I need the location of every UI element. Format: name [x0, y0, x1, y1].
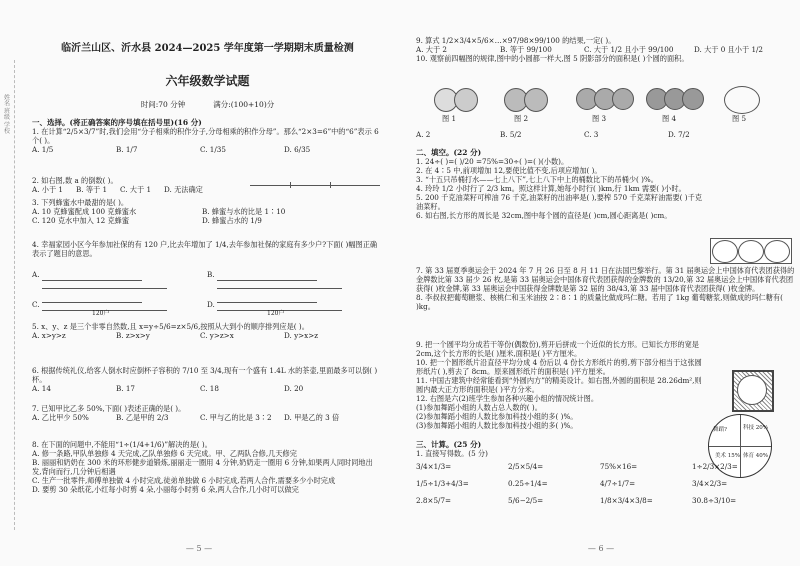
option-a: A. 小于 1: [32, 185, 63, 194]
fill-5: 5. 200 千克油菜籽可榨油 76 千克,油菜籽的出油率是( ),要榨 570 千克菜籽油需要( )千克油菜籽。: [416, 193, 702, 212]
question-4-diagrams: [32, 270, 382, 318]
question-7: 7. 已知甲比乙多 50%,下面( )表述正确的是( )。: [32, 404, 186, 413]
option-d: D. 7/2: [668, 130, 690, 139]
fill-1: 1. 24÷( )=( )/20 =75%=30÷( )=( )(小数)。: [416, 157, 569, 167]
pie-label-sport: 体育 40%: [743, 453, 768, 459]
figure-4-label: 图 4: [662, 114, 677, 123]
option-d: D. 无法确定: [164, 185, 203, 194]
section-calc: [416, 440, 796, 505]
option-d: D. 6/35: [284, 145, 311, 155]
option-a: A. 大于 2: [416, 45, 447, 54]
option-b: B. 5/2: [500, 130, 522, 139]
diagram-b-label: B.: [207, 270, 215, 279]
option-c: C. 18: [200, 384, 219, 393]
rectangle-circles-figure: [710, 238, 792, 264]
question-10: 10. 观察前四幅图的规律,图中的小圆都一样大,图 5 阴影部分的面积是( )个圆的面积。: [416, 54, 689, 63]
option-b: B. 蜂蜜与水的比是 1∶10: [202, 207, 286, 216]
exam-subject: 六年级数学试题: [165, 74, 250, 88]
calc-item: 4/7÷1/7=: [600, 479, 636, 489]
fill-7-8: [416, 266, 796, 311]
option-c: C. 1/35: [200, 145, 226, 155]
pattern-figures: [432, 86, 782, 126]
fill-9: 9. 把一个圆平均分成若干等份(偶数份),剪开后拼成一个近似的长方形。已知长方形的宽是 2cm,这个长方形的长是( )厘米,面积是( )平方厘米。: [416, 340, 699, 358]
option-c: C. 120 克水中加入 12 克蜂蜜: [32, 216, 130, 225]
question-2: 2. 如右图,数 a 的倒数( )。: [32, 176, 118, 185]
option-d: D. 20: [284, 384, 304, 393]
fill-2: 2. 在 4∶5 中,前项增加 12,要使比值不变,后项应增加( )。: [416, 166, 602, 176]
calc-item: 2/5×5/4=: [508, 462, 544, 472]
option-c: C. y>z>x: [200, 331, 234, 340]
option-c: C. 甲与乙的比是 3∶2: [200, 413, 272, 422]
figure-5-label: 图 5: [732, 114, 747, 123]
calc-item: 75%×16=: [600, 462, 638, 472]
fill-4: 4. 玲玲 1/2 小时行了 2/3 km。照这样计算,她每小时行( )km,行 1km 需要( )小时。: [416, 184, 686, 194]
question-1: 1. 在计算“2/5×3/7”时,我们会用“分子相乘的积作分子,分母相乘的积作分母”。那么“2×3=6”中的“6”表示 6 个( )。: [32, 127, 379, 146]
number-line-figure: [250, 180, 380, 190]
figure-3-label: 图 3: [592, 114, 607, 123]
option-c: C. 3: [584, 130, 599, 139]
fill-3: 3. “十五只吊桶打水——七上八下”,七上八下中上的桶数比下的吊桶少( )%。: [416, 175, 658, 185]
option-a: A. 乙比甲少 50%: [32, 413, 89, 422]
question-3-block: [32, 198, 382, 225]
option-d: D. 甲是乙的 3 倍: [284, 413, 340, 422]
page-number: — 5 —: [185, 544, 213, 553]
calc-item: 1/8×3/4×3/8=: [600, 496, 653, 506]
option-a: A. 1/5: [32, 145, 54, 155]
fill-12: 12. 右图是六(2)班学生参加各种兴趣小组的情况统计图。: [416, 394, 599, 403]
section-title: 一、选择。(将正确答案的序号填在括号里)(16 分): [32, 118, 202, 127]
option-a: A. 14: [32, 384, 51, 393]
pie-label-tech: 科技 20%: [743, 425, 768, 431]
diagram-d-label: D.: [207, 300, 215, 309]
question-8: 8. 在下面的问题中,不能用“1÷(1/4+1/6)”解决的是( )。: [32, 440, 212, 449]
section-fill: [416, 148, 706, 220]
question-9-block: [416, 36, 796, 63]
calc-item: 1/5÷1/3+4/3=: [416, 479, 469, 489]
pie-label-art: 美术 15%: [715, 453, 740, 459]
option-b: B. 17: [116, 384, 135, 393]
calc-item: 30.8÷3/10=: [692, 496, 737, 506]
option-b: B. 丽丽和奶奶在 300 米的环形健步道锻炼,丽丽走一圈用 4 分钟,奶奶走一圈用 6 分钟,如果两人同时同地出发,背向而行,几分钟后相遇: [32, 458, 373, 476]
fill-8: 8. 李叔叔把葡萄糖浆、核桃仁和玉米油按 2∶8∶1 的质量比做成玛仁糖。若用了 1kg 葡萄糖浆,则做成的玛仁糖有( )kg。: [416, 293, 783, 311]
exam-time: 时间:70 分钟: [140, 100, 186, 109]
option-a: A. 10 克蜂蜜配成 100 克蜂蜜水: [32, 207, 137, 216]
calc-item: 3/4×2/3=: [692, 479, 728, 489]
calc-item: 1÷2/3×2/3=: [692, 462, 738, 472]
diagram-d-value: 120户: [267, 310, 285, 317]
option-a: A. x>y>z: [32, 331, 66, 340]
option-d: D. 蜂蜜占水的 1/9: [202, 216, 262, 225]
option-d: D. 要剪 30 朵纸花,小红每小时剪 4 朵,小丽每小时剪 6 朵,两人合作,几小时可以做完: [32, 485, 299, 494]
calc-instruction: 1. 直接写得数。(5 分): [416, 449, 488, 459]
figure-1-label: 图 1: [442, 114, 457, 123]
calc-item: 3/4×1/3=: [416, 462, 452, 472]
fill-12-part-2: (2)参加舞蹈小组的人数比参加科技小组的多( )%。: [416, 412, 578, 421]
option-b: B. 等于 99/100: [500, 45, 552, 54]
option-c: C. 生产一批零件,师傅单独做 4 小时完成,徒弟单独做 6 小时完成,若两人合作,需要多少小时完成: [32, 476, 336, 485]
question-4-block: [32, 240, 382, 258]
fill-12-part-3: (3)参加舞蹈小组的人数比参加科技小组的多( )%。: [416, 421, 578, 430]
section-title: 二、填空。(22 分): [416, 148, 482, 157]
option-a: A. 2: [416, 130, 431, 139]
option-b: B. z>x>y: [116, 331, 150, 340]
question-6-block: [32, 366, 382, 393]
section-title: 三、计算。(25 分): [416, 440, 482, 449]
exam-title: 临沂兰山区、沂水县 2024—2025 学年度第一学期期末质量检测: [61, 43, 354, 54]
binding-margin: [2, 60, 15, 530]
option-d: D. y>x>z: [284, 331, 319, 340]
page-number: — 6 —: [587, 544, 615, 553]
fill-11: 11. 中国古建筑中经常能看到“外圆内方”的精美设计。如右图,外圆的面积是 28.26dm²,则圆内最大正方形的面积是( )平方分米。: [416, 376, 702, 394]
question-5-block: [32, 322, 382, 340]
option-b: B. 乙是甲的 2/3: [116, 413, 169, 422]
question-7-block: [32, 404, 382, 422]
calc-item: 2.8×5/7=: [416, 496, 452, 506]
option-b: B. 1/7: [116, 145, 138, 155]
calc-item: 0.25÷1/4=: [508, 479, 548, 489]
right-page: [402, 0, 800, 566]
diagram-a-label: A.: [32, 270, 40, 279]
question-4: 4. 幸福家园小区今年参加社保的有 120 户,比去年增加了 1/4,去年参加社保的家庭有多少户?下面( )幅图正确表示了题目的意思。: [32, 240, 378, 258]
fill-6: 6. 如右图,长方形的周长是 32cm,图中每个圆的直径是( )cm,圆心距离是( )cm。: [416, 211, 672, 221]
question-8-block: [32, 440, 382, 494]
gutter-label: 姓名 班级 学校: [2, 94, 10, 134]
question-9: 9. 算式 1/2×3/4×5/6×…×97/98×99/100 的结果,一定( )。: [416, 36, 616, 45]
section-choice: [32, 118, 382, 154]
question-5: 5. x、y、z 是三个非零自然数,且 x=y÷5/6=z×5/6,按照从大到小的顺序排列应是( )。: [32, 322, 309, 331]
exam-score: 满分:(100+10)分: [213, 100, 275, 109]
pattern-window-figure: [732, 370, 774, 412]
question-2-block: [32, 176, 212, 194]
option-c: C. 大于 1/2 且小于 99/100: [584, 45, 674, 54]
option-c: C. 大于 1: [120, 185, 152, 194]
left-page: [0, 0, 398, 566]
calc-item: 5/6−2/5=: [508, 496, 544, 506]
question-1-options: [32, 145, 382, 154]
option-d: D. 大于 0 且小于 1/2: [694, 45, 764, 54]
option-b: B. 等于 1: [76, 185, 108, 194]
figure-2-label: 图 2: [514, 114, 529, 123]
question-10-options: [416, 130, 796, 139]
fill-10: 10. 把一个圆形纸片沿直径平均分成 4 份后以 4 份长方形纸片的剪,剪下部分相当于这张圆形纸片( ),剪去了 8cm。原来圆形纸片的面积是( )平方厘米。: [416, 358, 702, 376]
pie-label-dance: 舞蹈?: [713, 427, 727, 433]
fill-9-12: [416, 340, 706, 430]
question-2-options: [32, 185, 212, 194]
question-6: 6. 根据传统礼仪,给客人倒水时应倒杯子容积的 7/10 至 3/4,现有一个盛有 1.4L 水的茶壶,里面最多可以倒( )杯。: [32, 366, 378, 384]
diagram-c-label: C.: [32, 300, 40, 309]
question-3: 3. 下列蜂蜜水中最甜的是( )。: [32, 198, 129, 207]
exam-meta: [30, 100, 385, 109]
option-a: A. 修一条路,甲队单独修 4 天完成,乙队单独修 6 天完成。甲、乙两队合修,几天修完: [32, 449, 297, 458]
fill-7: 7. 第 33 届夏季奥运会于 2024 年 7 月 26 日至 8 月 11 日在法国巴黎举行。第 31 届奥运会上中国体育代表团获得的金牌数比第 33 届少 26 枚,是第 33 届奥运会中国体育代表团获得的金牌数的 13/20,第 32 届奥运会上中国体育代表团获得( )枚金牌,第 33 届奥运会中国获得金牌数是第 32 届的 38/43,第 33 届中国体育代表团获得( )枚金牌。: [416, 266, 795, 293]
diagram-c-value: 120户: [92, 310, 110, 317]
fill-12-part-1: (1)参加舞蹈小组的人数占总人数的( )。: [416, 403, 542, 412]
